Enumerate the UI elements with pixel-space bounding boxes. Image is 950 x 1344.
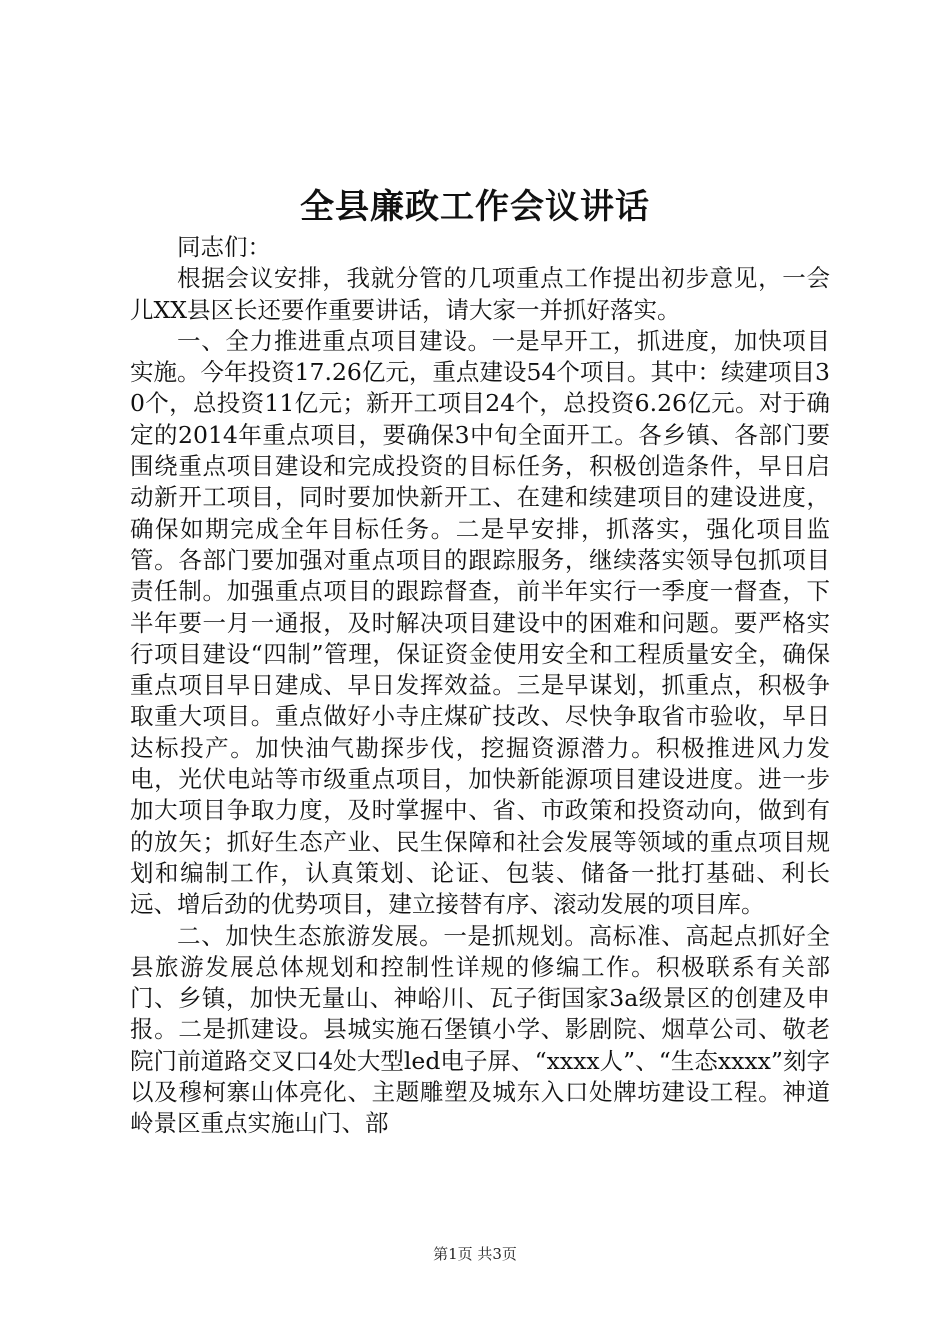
paragraph-key-projects: 一、全力推进重点项目建设。一是早开工，抓进度，加快项目实施。今年投资17.26亿元，重点建设54个项目。其中：续建项目30个，总投资11亿元；新开工项目24个，总投资6.26亿元。对于确定的2014年重点项目，要确保3中旬全面开工。各乡镇、各部门要围绕重点项目建设和完成投资的目标任务，积极创造条件，早日启动新开工项目，同时要加快新开工、在建和续建项目的建设进度，确保如期完成全年目标任务。二是早安排，抓落实，强化项目监管。各部门要加强对重点项目的跟踪服务，继续落实领导包抓项目责任制。加强重点项目的跟踪督查，前半年实行一季度一督查，下半年要一月一通报，及时解决项目建设中的困难和问题。要严格实行项目建设“四制”管理，保证资金使用安全和工程质量安全，确保重点项目早日建成、早日发挥效益。三是早谋划，抓重点，积极争取重大项目。重点做好小寺庄煤矿技改、尽快争取省市验收，早日达标投产。加快油气勘探步伐，挖掘资源潜力。积极推进风力发电，光伏电站等市级重点项目，加快新能源项目建设进度。进一步加大项目争取力度，及时掌握中、省、市政策和投资动向，做到有的放矢；抓好生态产业、民生保障和社会发展等领域的重点项目规划和编制工作，认真策划、论证、包装、储备一批打基础、利长远、增后劲的优势项目，建立接替有序、滚动发展的项目库。 [130, 326, 830, 919]
document-title: 全县廉政工作会议讲话 [300, 187, 650, 227]
document-body [130, 232, 830, 1140]
paragraph-intro: 根据会议安排，我就分管的几项重点工作提出初步意见，一会儿XX县区长还要作重要讲话，请大家一并抓好落实。 [130, 264, 830, 324]
page-footer: 第1页 共3页 [433, 1245, 517, 1263]
salutation: 同志们： [177, 233, 271, 261]
paragraph-eco-tourism: 二、加快生态旅游发展。一是抓规划。高标准、高起点抓好全县旅游发展总体规划和控制性详规的修编工作。积极联系有关部门、乡镇，加快无量山、神峪川、瓦子街国家3a级景区的创建及申报。二是抓建设。县城实施石堡镇小学、影剧院、烟草公司、敬老院门前道路交叉口4处大型led电子屏、“xxxx人”、“生态xxxx”刻字以及穆柯寨山体亮化、主题雕塑及城东入口处牌坊建设工程。神道岭景区重点实施山门、部 [130, 921, 830, 1138]
